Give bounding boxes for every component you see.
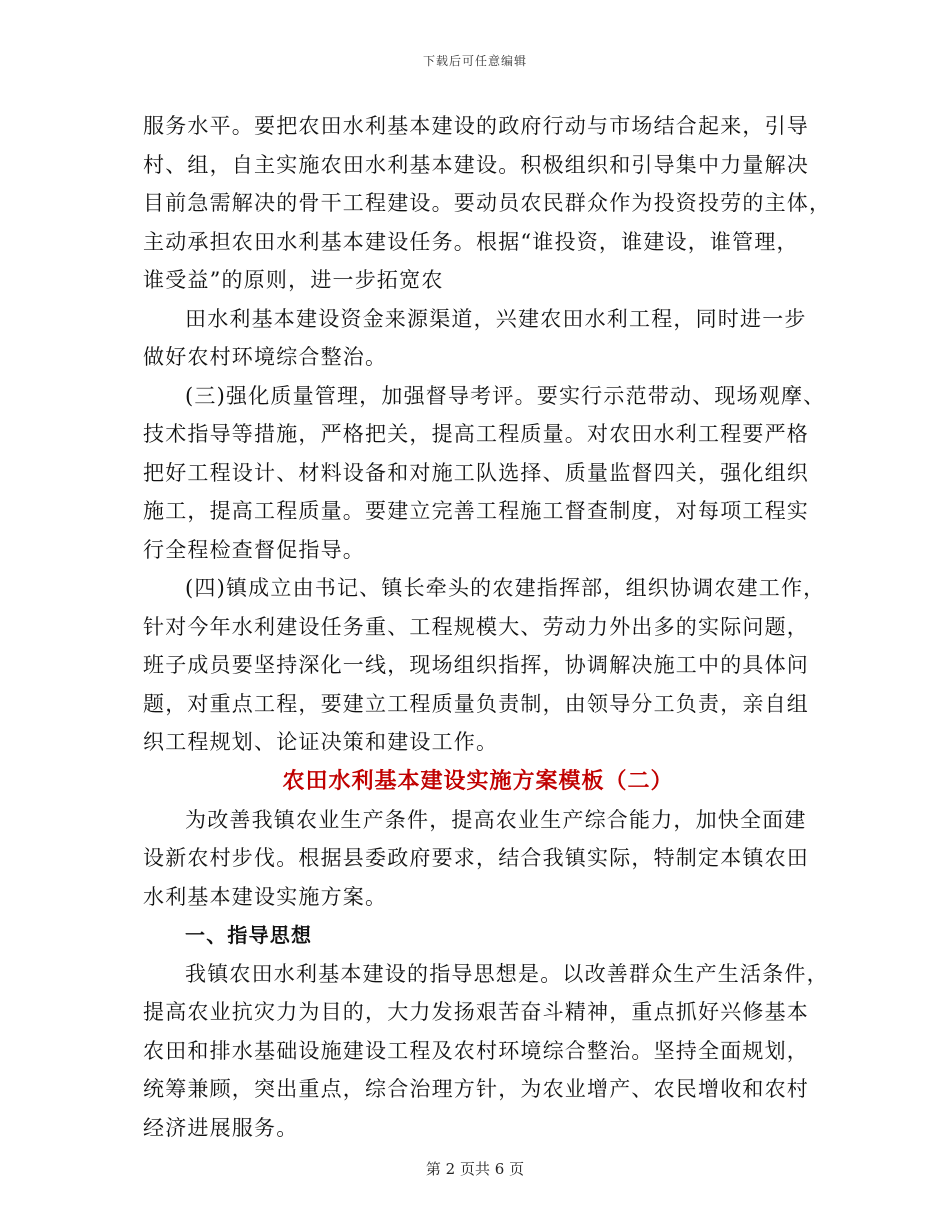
text-line: 我镇农田水利基本建设的指导思想是。以改善群众生产生活条件，: [185, 961, 829, 986]
paragraph-block-2: [143, 801, 813, 917]
text-line: 田水利基本建设资金来源渠道，兴建农田水利工程，同时进一步: [185, 306, 807, 331]
text-line: 设新农村步伐。根据县委政府要求，结合我镇实际，特制定本镇农田: [143, 846, 809, 870]
text-line: 为改善我镇农业生产条件，提高农业生产综合能力，加快全面建: [185, 807, 807, 832]
text-line: 主动承担农田水利基本建设任务。根据“谁投资，谁建设，谁管理，: [143, 229, 799, 254]
text-line: 把好工程设计、材料设备和对施工队选择、质量监督四关，强化组织: [143, 460, 809, 485]
text-line: 服务水平。要把农田水利基本建设的政府行动与市场结合起来，引导: [143, 114, 809, 138]
text-line: 提高农业抗灾力为目的，大力发扬艰苦奋斗精神，重点抓好兴修基本: [143, 1000, 809, 1024]
text-line: 针对今年水利建设任务重、工程规模大、劳动力外出多的实际问题，: [143, 614, 809, 639]
text-line: 施工，提高工程质量。要建立完善工程施工督查制度，对每项工程实: [143, 499, 809, 523]
text-line: 做好农村环境综合整治。: [143, 345, 388, 369]
text-line: 谁受益”的原则，进一步拓宽农: [143, 268, 444, 292]
text-line: 织工程规划、论证决策和建设工作。: [143, 730, 499, 754]
text-line: 题，对重点工程，要建立工程质量负责制，由领导分工负责，亲自组: [143, 691, 809, 716]
page-header: 下载后可任意编辑: [422, 54, 527, 68]
text-line: 班子成员要坚持深化一线，现场组织指挥，协调解决施工中的具体问: [143, 653, 809, 677]
text-line: (四)镇成立由书记、镇长牵头的农建指挥部，组织协调农建工作，: [185, 576, 826, 600]
paragraph-block-3: [143, 955, 829, 1148]
text-line: 经济进展服务。: [143, 1115, 299, 1140]
text-line: 水利基本建设实施方案。: [143, 884, 388, 909]
text-line: 农田和排水基础设施建设工程及农村环境综合整治。坚持全面规划，: [143, 1038, 809, 1063]
text-line: (三)强化质量管理，加强督导考评。要实行示范带动、现场观摩、: [185, 383, 826, 408]
section-heading: 一、指导思想: [185, 923, 313, 947]
text-line: 目前急需解决的骨干工程建设。要动员农民群众作为投资投劳的主体，: [143, 191, 832, 215]
text-line: 统筹兼顾，突出重点，综合治理方针，为农业增产、农民增收和农村: [143, 1077, 809, 1101]
page-footer: 第 2 页共 6 页: [425, 1160, 525, 1178]
document-body: [143, 107, 832, 1147]
paragraph-block-1: [143, 107, 832, 762]
section-title: 农田水利基本建设实施方案模板（二）: [282, 767, 674, 794]
text-line: 行全程检查督促指导。: [143, 537, 365, 562]
text-line: 技术指导等措施，严格把关，提高工程质量。对农田水利工程要严格: [143, 422, 809, 446]
text-line: 村、组，自主实施农田水利基本建设。积极组织和引导集中力量解决: [143, 152, 809, 177]
